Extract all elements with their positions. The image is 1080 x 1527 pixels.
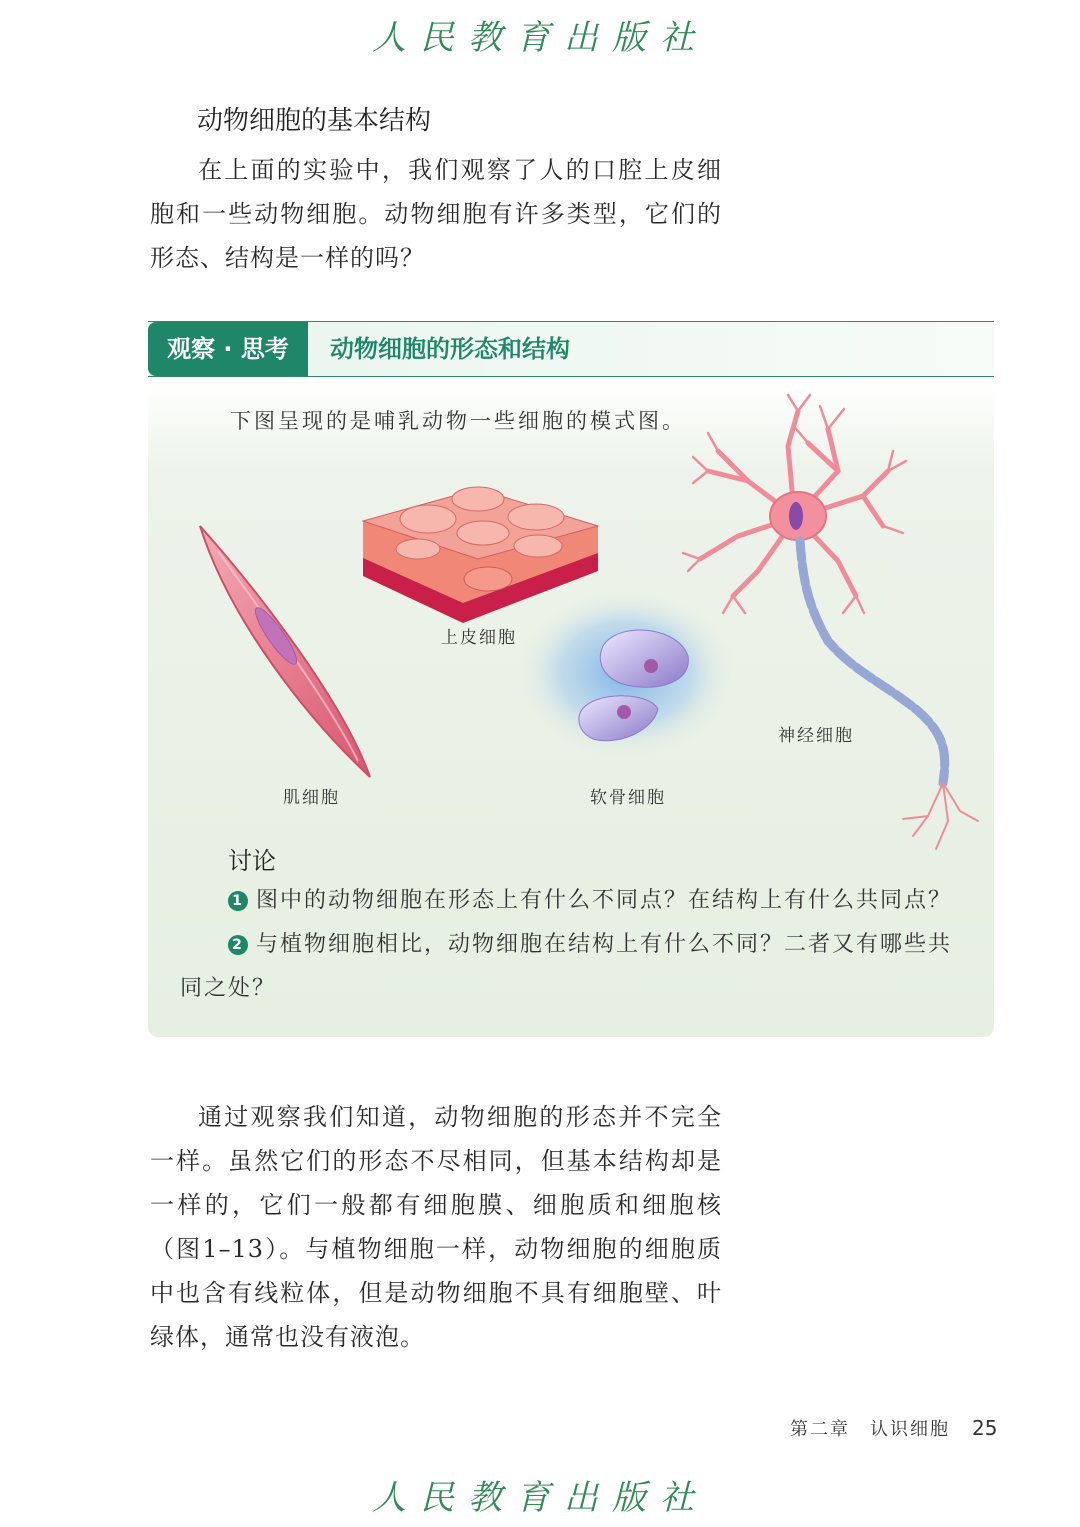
box-title: 动物细胞的形态和结构 — [330, 335, 570, 363]
box-tag: 观察 · 思考 — [148, 322, 308, 376]
box-lead-text: 下图呈现的是哺乳动物一些细胞的模式图。 — [230, 409, 686, 433]
epithelial-cell-image — [363, 487, 598, 623]
cartilage-cell-image — [516, 588, 736, 758]
muscle-cell-image — [200, 526, 370, 777]
cartilage-cell-label: 软骨细胞 — [590, 788, 666, 808]
question-number-2: 2 — [228, 935, 248, 955]
discussion-question-1 — [180, 879, 970, 923]
discussion-heading: 讨论 — [228, 847, 276, 875]
footer-chapter-title: 认识细胞 — [870, 1419, 950, 1440]
question-number-1: 1 — [228, 891, 248, 911]
observe-think-box — [148, 321, 994, 1037]
publisher-logo-top: 人民教育出版社 — [372, 18, 708, 58]
intro-paragraph: 在上面的实验中，我们观察了人的口腔上皮细胞和一些动物细胞。动物细胞有许多类型，它们的形态、结构是一样的吗？ — [150, 156, 722, 272]
question-1-text: 图中的动物细胞在形态上有什么不同点？在结构上有什么共同点？ — [256, 888, 953, 913]
publisher-logo-bottom: 人民教育出版社 — [372, 1478, 708, 1518]
conclusion-paragraph: 通过观察我们知道，动物细胞的形态并不完全一样。虽然它们的形态不尽相同，但基本结构却是一样的，它们一般都有细胞膜、细胞质和细胞核（图1–13）。与植物细胞一样，动物细胞的细胞质中也含有线粒体，但是动物细胞不具有细胞壁、叶绿体，通常也没有液泡。 — [150, 1103, 722, 1351]
neuron-cell-image — [683, 395, 978, 849]
page-footer — [790, 1415, 997, 1441]
page-number: 25 — [972, 1416, 998, 1440]
section-heading: 动物细胞的基本结构 — [197, 106, 432, 136]
muscle-cell-label: 肌细胞 — [283, 788, 340, 808]
neuron-cell-label: 神经细胞 — [778, 726, 854, 746]
question-2-text: 与植物细胞相比，动物细胞在结构上有什么不同？二者又有哪些共同之处？ — [180, 932, 953, 1001]
epithelial-cell-label: 上皮细胞 — [441, 628, 517, 648]
discussion-question-2 — [180, 923, 970, 1011]
footer-chapter: 第二章 — [790, 1419, 850, 1440]
